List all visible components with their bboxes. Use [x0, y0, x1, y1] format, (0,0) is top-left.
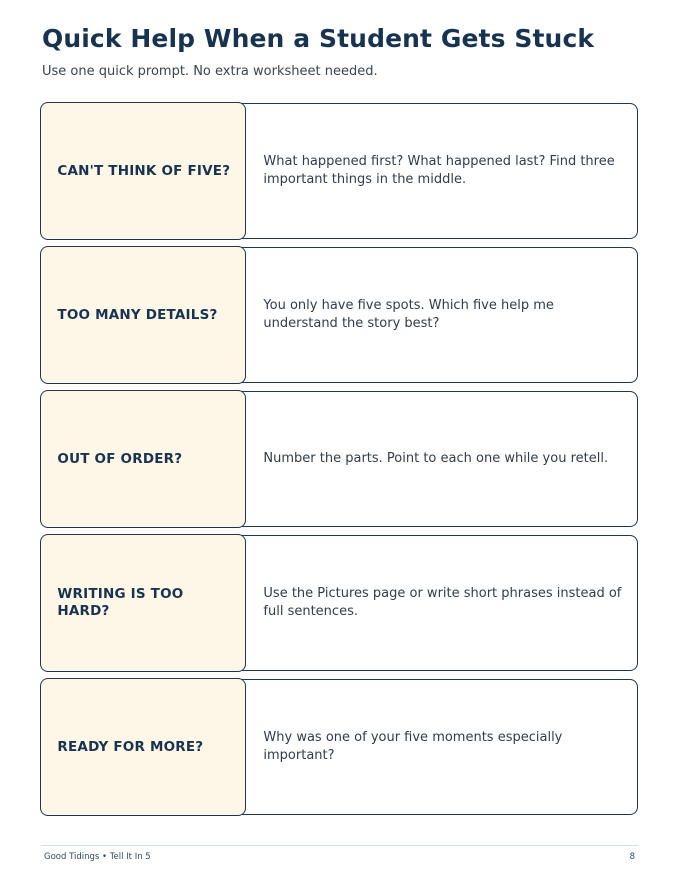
help-card — [41, 535, 638, 671]
help-card-prompt: Use the Pictures page or write short phrases instead of full sentences. — [263, 586, 622, 619]
help-cards-list — [41, 103, 638, 823]
help-card — [41, 247, 638, 383]
help-card-label: READY FOR MORE? — [40, 678, 246, 815]
help-card — [41, 679, 638, 815]
help-card-label: WRITING IS TOO HARD? — [40, 534, 246, 671]
page-title: Quick Help When a Student Gets Stuck — [42, 24, 595, 53]
help-card — [41, 103, 638, 239]
help-card-label: TOO MANY DETAILS? — [40, 246, 246, 383]
help-card-prompt: What happened first? What happened last? Find three important things in the middle. — [263, 154, 615, 187]
help-card-prompt: Why was one of your five moments especially important? — [263, 730, 563, 763]
footer-title: Good Tidings • Tell It In 5 — [44, 852, 151, 862]
help-card-label: OUT OF ORDER? — [40, 390, 246, 527]
help-card-prompt: Number the parts. Point to each one while you retell. — [263, 451, 609, 466]
help-card — [41, 391, 638, 527]
page-subtitle: Use one quick prompt. No extra worksheet needed. — [42, 64, 378, 79]
help-card-label: CAN'T THINK OF FIVE? — [40, 102, 246, 239]
help-card-prompt: You only have five spots. Which five help me understand the story best? — [263, 298, 554, 331]
page-number: 8 — [629, 852, 635, 862]
footer-divider — [41, 845, 638, 846]
